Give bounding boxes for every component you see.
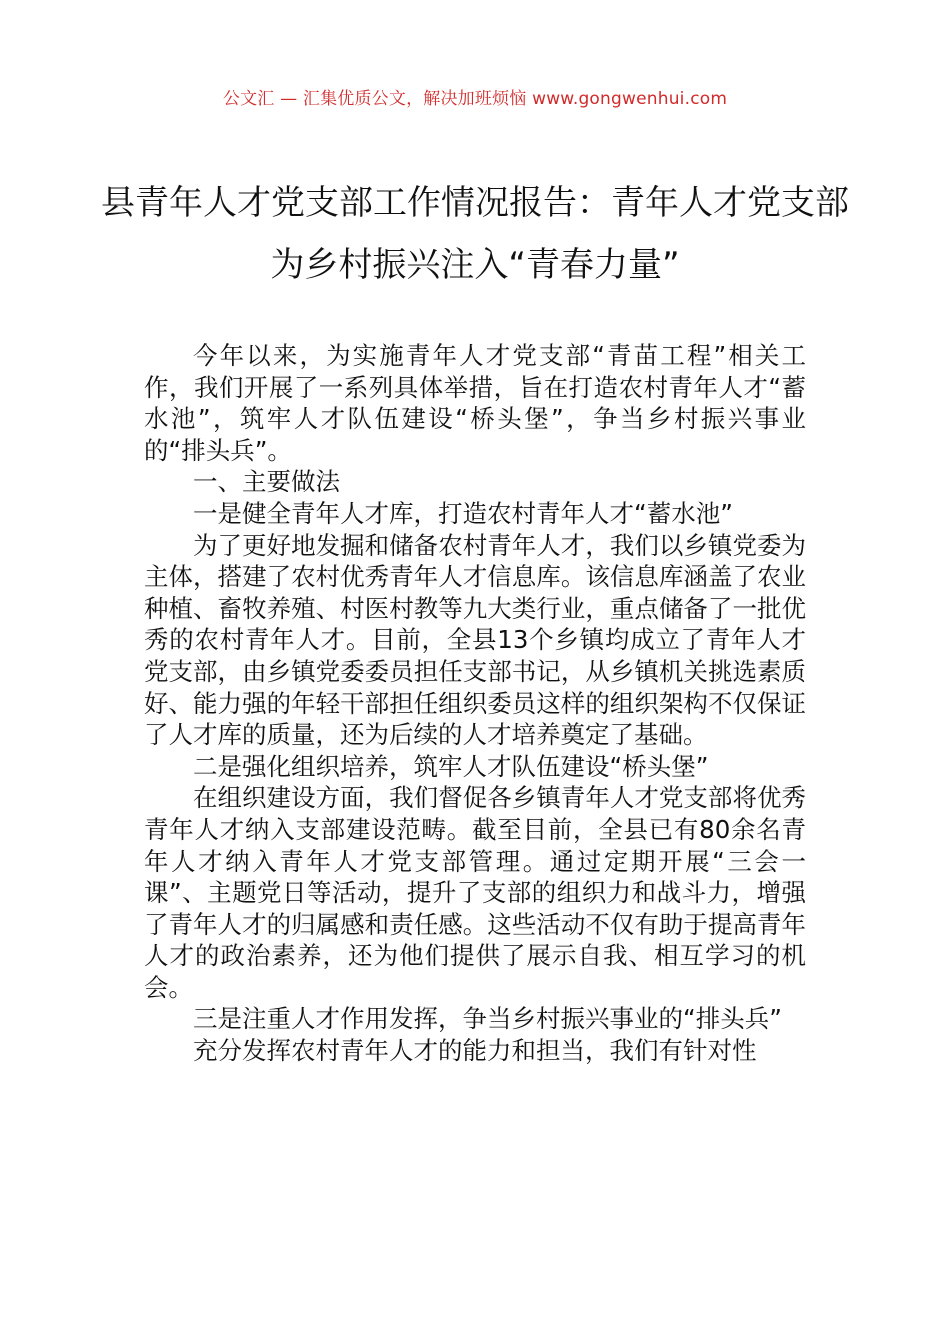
paragraph-organization-training: 在组织建设方面，我们督促各乡镇青年人才党支部将优秀青年人才纳入支部建设范畴。截至目前，全县已有80余名青年人才纳入青年人才党支部管理。通过定期开展“三会一课”、主题党日等活动，提升了支部的组织力和战斗力，增强了青年人才的归属感和责任感。这些活动不仅有助于提高青年人才的政治素养，还为他们提供了展示自我、相互学习的机会。 [144, 783, 806, 1002]
paragraph-talent-pool: 为了更好地发掘和储备农村青年人才，我们以乡镇党委为主体，搭建了农村优秀青年人才信息库。该信息库涵盖了农业种植、畜牧养殖、村医村教等九大类行业，重点储备了一批优秀的农村青年人才。目前，全县13个乡镇均成立了青年人才党支部，由乡镇党委委员担任支部书记，从乡镇机关挑选素质好、能力强的年轻干部担任组织委员这样的组织架构不仅保证了人才库的质量，还为后续的人才培养奠定了基础。 [144, 530, 806, 750]
site-header-banner: 公文汇 — 汇集优质公文，解决加班烦恼 www.gongwenhui.com [222, 89, 728, 109]
paragraph-intro: 今年以来，为实施青年人才党支部“青苗工程”相关工作，我们开展了一系列具体举措，旨在打造农村青年人才“蓄水池”，筑牢人才队伍建设“桥头堡”，争当乡村振兴事业的“排头兵”。 [144, 341, 806, 465]
section-heading-main-practices: 一、主要做法 [193, 467, 340, 497]
paragraph-talent-role: 充分发挥农村青年人才的能力和担当，我们有针对性 [193, 1036, 757, 1066]
document-title: 县青年人才党支部工作情况报告：青年人才党支部为乡村振兴注入“青春力量” [101, 183, 849, 285]
subheading-talent-role: 三是注重人才作用发挥，争当乡村振兴事业的“排头兵” [193, 1004, 782, 1034]
subheading-organization-training: 二是强化组织培养，筑牢人才队伍建设“桥头堡” [193, 751, 709, 781]
subheading-talent-pool: 一是健全青年人才库，打造农村青年人才“蓄水池” [193, 498, 733, 528]
document-body [144, 340, 806, 1067]
